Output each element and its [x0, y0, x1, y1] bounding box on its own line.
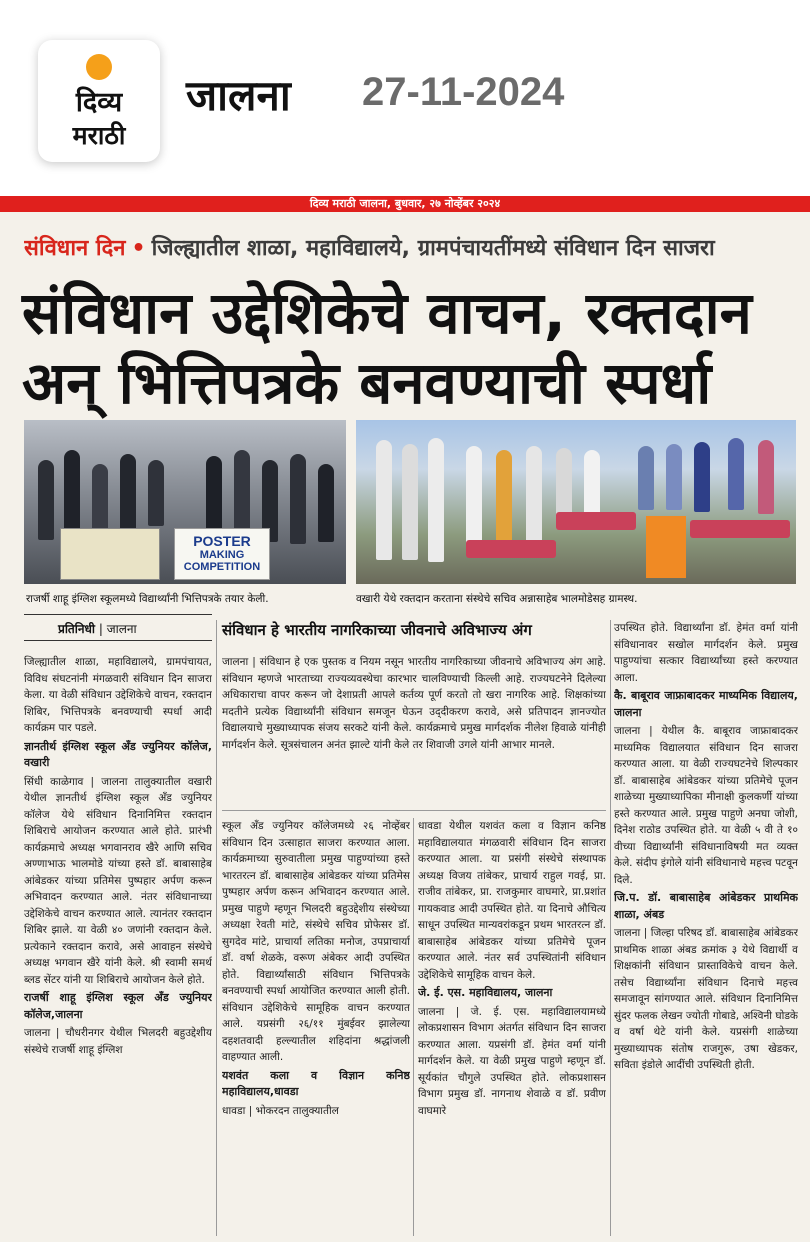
section-heading: राजर्षी शाहू इंग्लिश स्कूल अँड ज्युनियर कॉलेज,जालना — [24, 991, 212, 1021]
body-paragraph: जालना | जे. ई. एस. महाविद्यालयामध्ये लोकप्रशासन विभाग अंतर्गत संविधान दिन साजरा करण्यात आला. यप्रसंगी डॉ. हेमंत वर्मा यांनी मार्गदर्शन केले. या वेळी प्रमुख पाहुणे म्हणून डॉ. सूर्यकांत चौगुले उपस्थित होते. लोकप्रशासन विभाग प्रमुख डॉ. नागनाथ शेवाळे व डॉ. प्रवीण वाघमारे — [418, 1005, 606, 1117]
column-divider — [216, 620, 217, 1236]
kicker-text: जिल्ह्यातील शाळा, महाविद्यालये, ग्रामपंचायतींमध्ये संविधान दिन साजरा — [151, 236, 715, 261]
section-heading: ज्ञानतीर्थ इंग्लिश स्कूल अँड ज्युनियर कॉलेज, वखारी — [24, 739, 212, 769]
intro-paragraph: जालना | संविधान हे एक पुस्तक व नियम नसून भारतीय नागरिकाच्या जीवनाचे अविभाज्य अंग आहे. संविधान म्हणजे भारताच्या राज्यव्यवस्थेचा कारभार चालविण्याची किल्ली आहे. राज्यघटनेने दिलेल्या अधिकाराचा वापर करून जो देशाप्रती आपले कर्तव्य पूर्ण करतो तो खरा नागरिक आहे. शिक्षकांच्या मदतीने प्रत्येक विद्यार्थ्यांनी संविधान समजून घेऊन उद्‌दीकरण करावे, असे प्रतिपादन ज्ञानज्योत विद्यालयाचे मुख्याध्यापक संजय सरकटे यांनी केले. कार्यक्रमाचे प्रमुख मार्गदर्शक नीलेश हिवाळे यांनीही मार्गदर्शन केले. सूत्रसंचालन अनंत झाल्टे यांनी केले तर शिवाजी उगले यांनी आभार मानले. — [222, 656, 606, 751]
body-paragraph: जालना | जिल्हा परिषद डॉ. बाबासाहेब आंबेडकर प्राथमिक शाळा अंबड क्रमांक ३ येथे विद्यार्थी व शिक्षकांनी संविधान प्रास्ताविकेचे वाचन केले. तसेच विद्यार्थ्यांना संविधान दिनाचे महत्त्व समजावून सांगण्यात आले. संविधान दिनानिमित्त सुंदर फलक लेखन ज्योती गोबाडे, अश्विनी घोडके व वर्षा थेटे यांनी केले. यप्रसंगी शाळेच्या मुख्याध्यापक संतोष राजगुरू, उषा खेडकर, सविता इंडोले आदींची उपस्थिती होती. — [614, 927, 798, 1071]
section-heading: जि.प. डॉ. बाबासाहेब आंबेडकर प्राथमिक शाळा, अंबड — [614, 891, 798, 921]
edition-date: 27-11-2024 — [362, 70, 565, 114]
photo-figure — [38, 460, 54, 540]
masthead-text: दिव्य मराठी जालना, बुधवार, २७ नोव्हेंबर २०२४ — [309, 197, 501, 210]
newspaper-clipping[interactable] — [0, 196, 810, 1242]
photo-figure — [318, 464, 334, 542]
article-column-2 — [222, 818, 410, 1238]
article-column-1 — [24, 654, 212, 1234]
body-paragraph: उपस्थित होते. विद्यार्थ्यांना डॉ. हेमंत वर्मा यांनी संविधानावर सखोल मार्गदर्शन केले. प्रमुख पाहुण्यांचा सत्कार विद्यार्थ्यांच्या हस्ते करण्यात आला. — [614, 622, 798, 684]
byline-reporter: प्रतिनिधी — [58, 622, 96, 636]
photo-figure — [290, 454, 306, 544]
sub-headline: संविधान हे भारतीय नागरिकाच्या जीवनाचे अविभाज्य अंग — [222, 621, 532, 639]
photo-donor-bed — [690, 520, 790, 538]
photo-figure — [694, 442, 710, 512]
photo-donor-bed — [466, 540, 556, 558]
body-paragraph: धावडा | भोकरदन तालुक्यातील — [222, 1104, 339, 1117]
headline-line-1: संविधान उद्देशिकेचे वाचन, रक्तदान — [22, 279, 752, 347]
kicker — [24, 232, 794, 262]
divider — [222, 810, 606, 811]
body-paragraph: धावडा येथील यशवंत कला व विज्ञान कनिष्ठ महाविद्यालयात मंगळवारी संविधान दिन साजरा करण्यात आला. या प्रसंगी संस्थेचे संस्थापक अध्यक्ष विजय तांबेकर, प्राचार्य राहुल गवई, प्रा. राजीव तांबेकर, प्रा. राजकुमार वाघमारे, प्रा.प्रशांत गायकवाड आदी उपस्थित होते. या दिनाचे औचित्य साधून उपस्थित मान्यवरांकडून प्रथम भारतरत्न डॉ. बाबासाहेब आंबेडकर यांच्या प्रतिमेचे पूजन करण्यात आले. नंतर सर्व उपस्थितांनी संविधान उद्देशिकेचे सामूहिक वाचन केले. — [418, 820, 606, 981]
article-intro — [222, 654, 606, 804]
byline: प्रतिनिधी | जालना — [58, 622, 137, 636]
photo-figure — [496, 450, 512, 542]
divider — [24, 614, 212, 615]
photo-poster-board — [60, 528, 160, 580]
divya-marathi-logo[interactable] — [38, 40, 160, 162]
photo-figure — [402, 444, 418, 560]
photo-figure — [526, 446, 542, 546]
section-heading: कै. बाबूराव जाफ्राबादकर माध्यमिक विद्यालय, जालना — [614, 689, 798, 719]
body-paragraph: सिंधी काळेगाव | जालना तालुक्यातील वखारी येथील ज्ञानतीर्थ इंग्लिश स्कूल अँड ज्युनियर कॉलेज येथे संविधान दिनानिमित्त रक्तदान शिबिराचे आयोजन करण्यात आले होते. प्रारंभी कार्यक्रमाचे अध्यक्ष भगवानराव खैरे आणि सचिव अण्णाभाऊ भालमोडे यांच्या हस्ते डॉ. बाबासाहेब आंबेडकर यांच्या प्रतिमेस पुष्पहार अर्पण करून अभिवादन करण्यात आले. नंतर संविधानाच्या उद्देशिकेचे वाचन करण्यात आले. त्यानंतर रक्तदान शिबिर झाले. या वेळी ४० जणांनी रक्तदान केले. प्रत्येकाने रक्तदान करावे, असे आवाहन संस्थेचे अध्यक्ष भगवान खैरे यांनी केले. श्री स्वामी समर्थ ब्लड सेंटर यांनी या शिबिराचे आयोजन केले होते. — [24, 775, 212, 986]
photo-donor-bed — [556, 512, 636, 530]
headline-line-2: अन् भित्तिपत्रके बनवण्याची स्पर्धा — [22, 349, 712, 417]
photo-figure — [428, 438, 444, 562]
body-paragraph: जालना | चौधरीनगर येथील भिलदरी बहुउद्देशीय संस्थेचे राजर्षी शाहू इंग्लिश — [24, 1027, 212, 1056]
photo-figure — [148, 460, 164, 526]
poster-line-2: MAKING — [199, 549, 245, 561]
kicker-tag: संविधान दिन — [24, 236, 126, 261]
photo-figure — [666, 444, 682, 510]
sun-icon — [86, 54, 112, 80]
photo-portrait-banner — [646, 516, 686, 578]
logo-line-2: मराठी — [72, 121, 126, 150]
students-posters-photo — [24, 420, 346, 584]
poster-line-3: COMPETITION — [183, 561, 261, 573]
blood-donation-photo — [356, 420, 796, 584]
column-divider — [413, 818, 414, 1236]
photo-figure — [466, 446, 482, 546]
section-heading: जे. ई. एस. महाविद्यालय, जालना — [418, 986, 553, 999]
photo-figure — [638, 446, 654, 510]
byline-city: जालना — [106, 622, 137, 636]
poster-making-sign — [174, 528, 270, 580]
column-divider — [610, 620, 611, 1236]
caption-blood-donation: वखारी येथे रक्तदान करताना संस्थेचे सचिव अन्नासाहेब भालमोडेसह ग्रामस्थ. — [356, 593, 638, 605]
photo-figure — [376, 440, 392, 560]
article-column-4 — [614, 620, 798, 1238]
divider — [24, 640, 212, 641]
logo-line-1: दिव्य — [75, 87, 123, 118]
body-paragraph: स्कूल अँड ज्युनियर कॉलेजमध्ये २६ नोव्हेंबर संविधान दिन उत्साहात साजरा करण्यात आला. कार्यक्रमाच्या सुरुवातीला प्रमुख पाहुण्यांच्या हस्ते भारतरत्न डॉ. बाबासाहेब आंबेडकर यांच्या प्रतिमेस पुष्पहार अर्पण करून अभिवादन करण्यात आले. प्रमुख पाहुणे म्हणून भिलदरी बहुउद्देशीय संस्थेच्या अध्यक्षा रेवती मांटे, संस्थेचे सचिव प्रोफेसर डॉ. सुगदेव मांटे, प्राचार्या लतिका मनोज, उपप्राचार्या डॉ. वर्षा शेळके, वरूण अंबेकर आदी उपस्थित होते. विद्यार्थ्यांसाठी संविधान भित्तिपत्रके बनवण्याची स्पर्धा आयोजित करण्यात आली होती. संविधान उद्देशिकेचे सामूहिक वाचन करण्यात आले. यप्रसंगी २६/११ मुंबईवर झालेल्या दहशतवादी हल्ल्यातील शहिदांना श्रद्धांजली वाहण्यात आली. — [222, 820, 410, 1063]
photo-figure — [728, 438, 744, 510]
kicker-bullet: • — [131, 236, 146, 261]
body-paragraph: जिल्ह्यातील शाळा, महाविद्यालये, ग्रामपंचायत, विविध संघटनांनी मंगळवारी संविधान दिन साजरा केला. या वेळी संविधान उद्देशिकेचे वाचन, रक्तदान शिबिर, भित्तिपत्रके बनवण्याची स्पर्धा आदी कार्यक्रम पार पडले. — [24, 656, 212, 734]
photo-figure — [758, 440, 774, 514]
edition-city: जालना — [186, 71, 291, 120]
poster-line-1: POSTER — [193, 533, 251, 549]
body-paragraph: जालना | येथील कै. बाबूराव जाफ्राबादकर माध्यमिक विद्यालयात संविधान दिन साजरा करण्यात आला. या वेळी राज्यघटनेचे शिल्पकार डॉ. बाबासाहेब आंबेडकर यांच्या प्रतिमेचे पूजन शाळेच्या मुख्याध्यापिका मीनाक्षी कुलकर्णी यांच्या हस्ते करण्यात आले. प्रमुख पाहुणे अनघा जोशी, दिनेश राठोड उपस्थित होते. या वेळी ५ वी ते १० वीच्या विद्यार्थ्यांनी संविधानाविषयी मत व्यक्त केले. संदीप इंगोले यांनी संविधानाचे महत्त्व पटवून दिले. — [614, 725, 798, 886]
section-heading: यशवंत कला व विज्ञान कनिष्ठ महाविद्यालय,धावडा — [222, 1068, 410, 1098]
caption-students: राजर्षी शाहू इंग्लिश स्कूलमध्ये विद्यार्थ्यांनी भित्तिपत्रके तयार केली. — [26, 593, 269, 605]
article-column-3 — [418, 818, 606, 1238]
page-header — [0, 0, 810, 196]
